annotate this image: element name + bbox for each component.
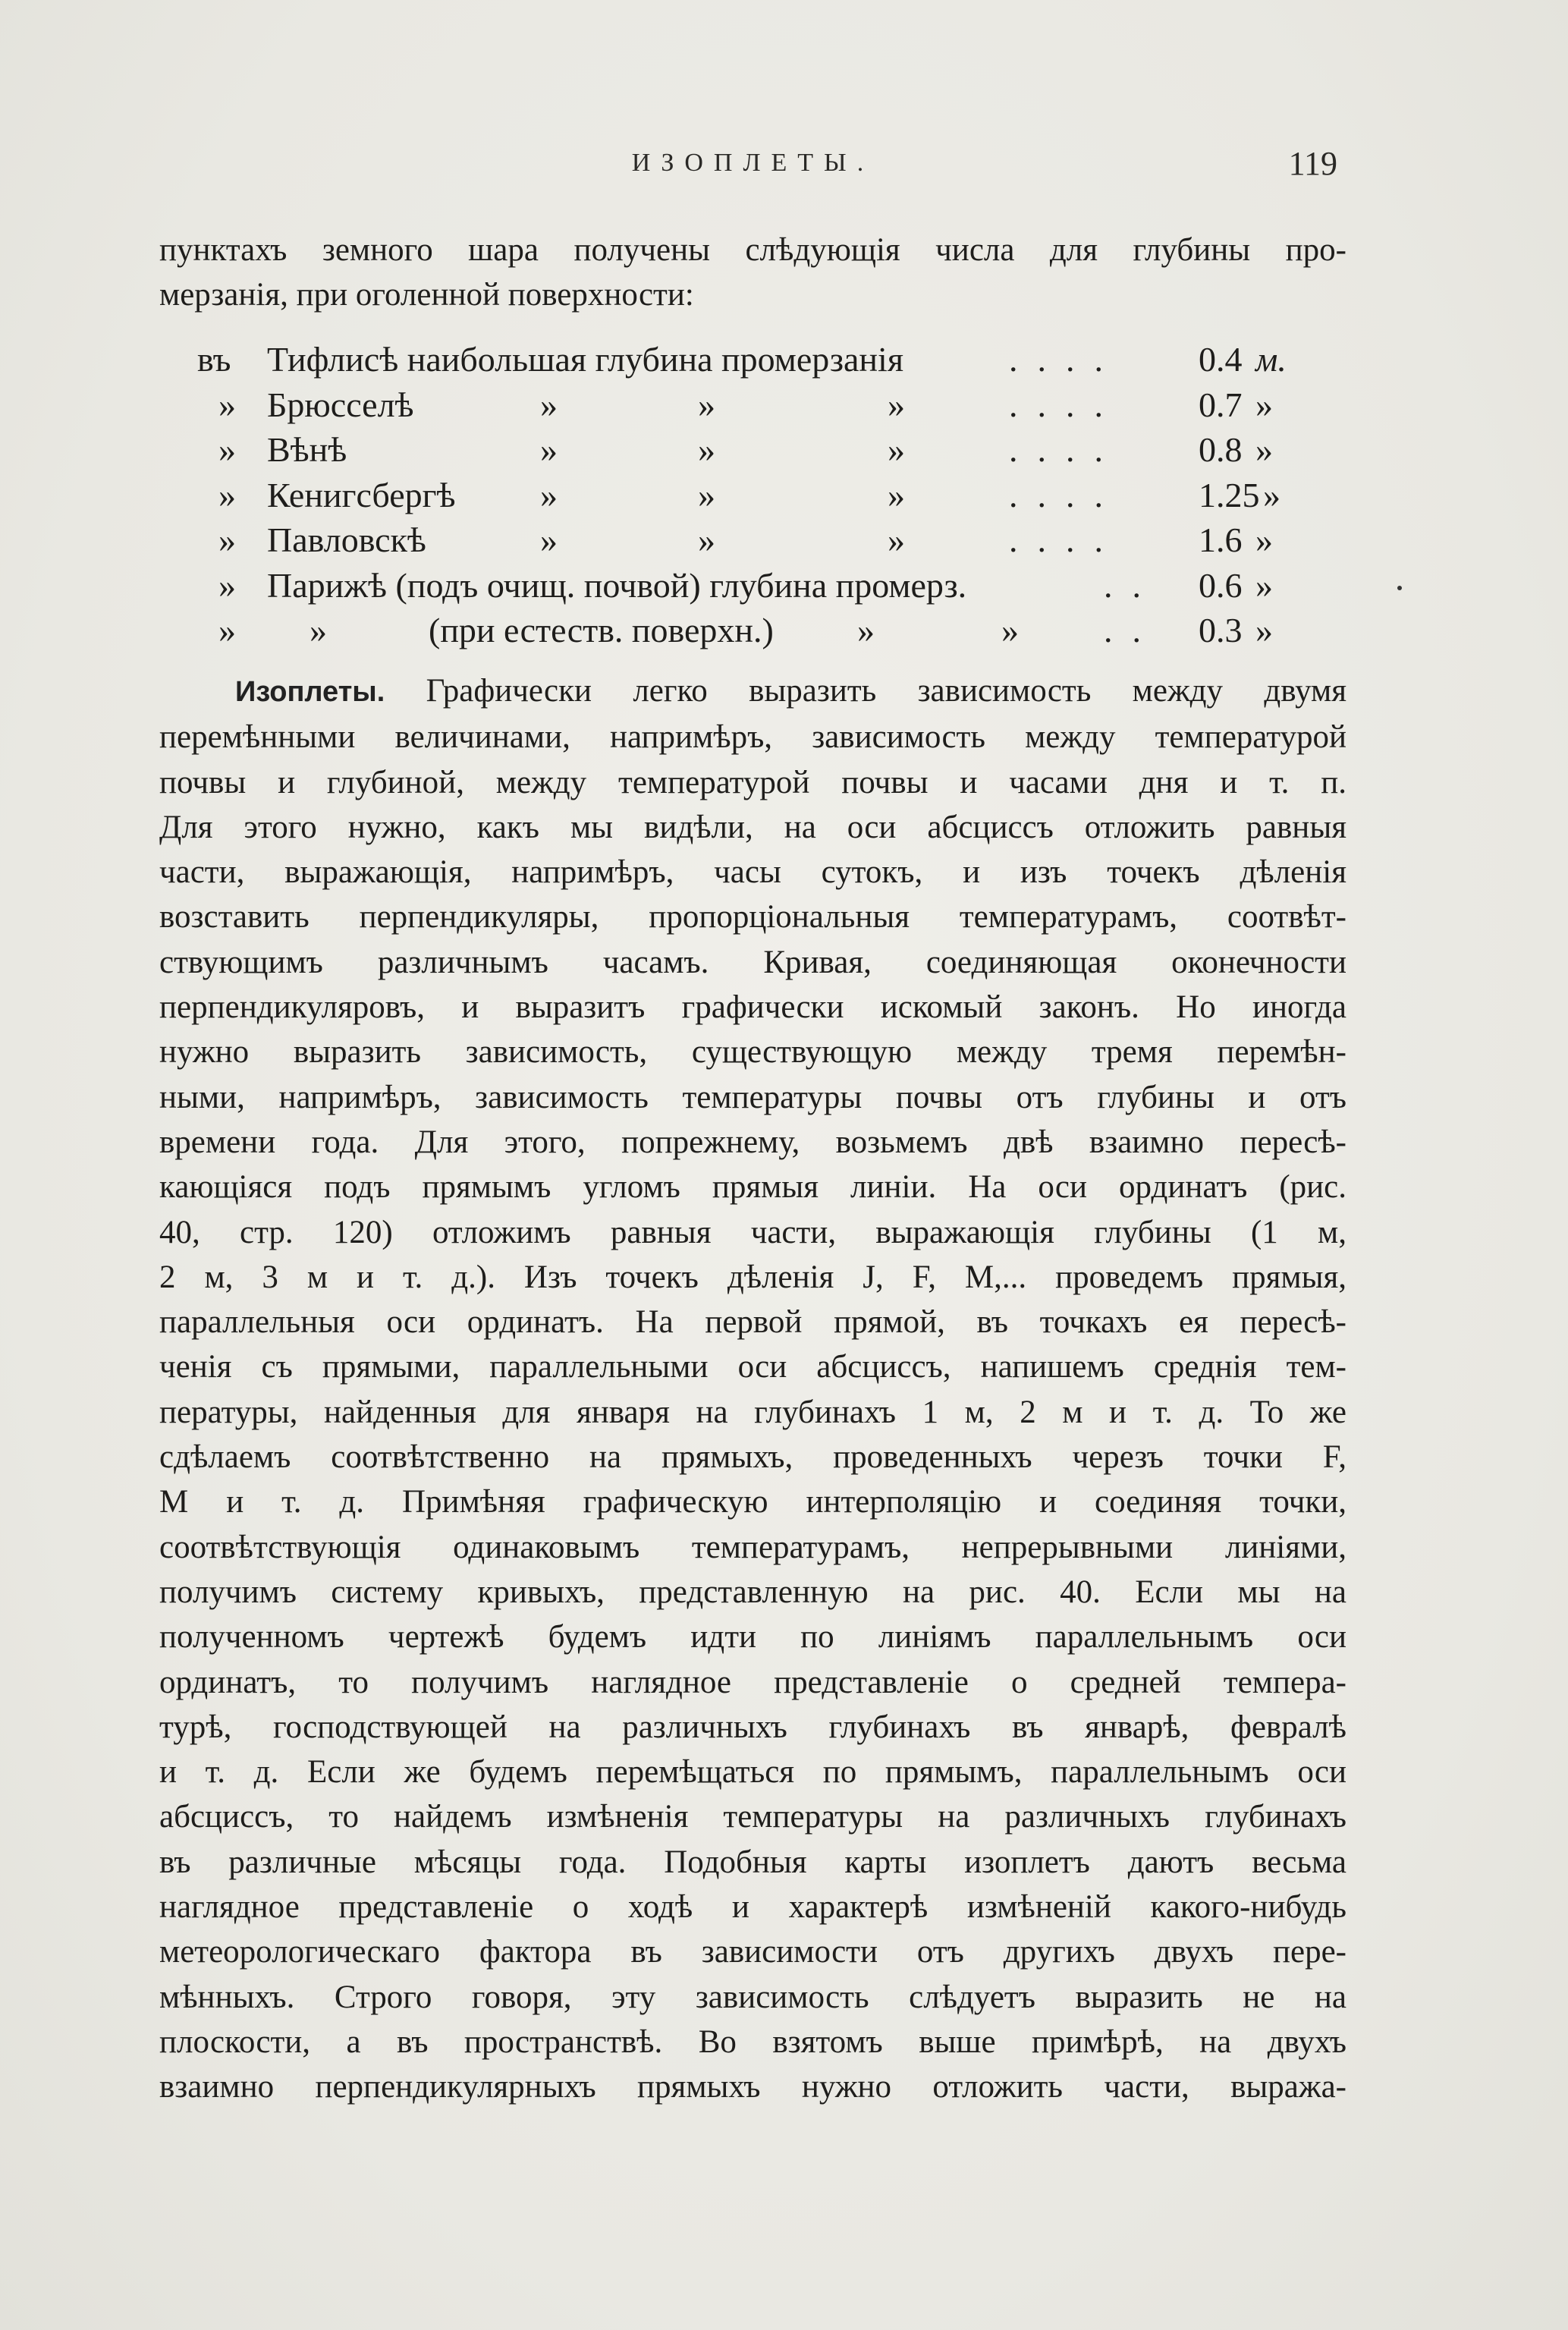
ditto-mark: » (540, 430, 558, 469)
ditto-mark: » (540, 475, 558, 514)
table-row (197, 337, 1290, 382)
text-line: пунктахъ земного шара получены слѣдующія числа для глубины про- (159, 232, 1346, 268)
ditto-mark: » (540, 385, 558, 424)
row-leader-dots: .. (1104, 565, 1161, 605)
row-leader-dots: .... (1009, 430, 1123, 469)
ditto-mark: » (698, 520, 715, 559)
text-line: перпендикуляровъ, и выразитъ графически искомый законъ. Но иногда (159, 989, 1346, 1026)
intro-paragraph (159, 228, 1346, 318)
ditto-mark: » (540, 520, 558, 559)
table-row (197, 608, 1290, 653)
text-line: сдѣлаемъ соотвѣтственно на прямыхъ, проведенныхъ черезъ точки F, (159, 1439, 1346, 1476)
isopleths-paragraph (159, 668, 1346, 2110)
ditto-mark: » (698, 430, 715, 469)
row-prefix: » (218, 611, 236, 649)
row-value: 0.7 (1199, 385, 1243, 424)
row-place: Брюсселѣ (267, 385, 414, 424)
text-line-rest: Графически легко выразить зависимость между двумя (426, 673, 1346, 709)
page-number: 119 (1288, 145, 1337, 182)
text-line: плоскости, а въ пространствѣ. Во взятомъ выше примѣрѣ, на двухъ (159, 2023, 1346, 2060)
text-line (159, 668, 1346, 715)
row-unit: » (1255, 430, 1273, 469)
row-place: Кенигсбергѣ (267, 475, 456, 514)
ditto-mark: » (888, 430, 905, 469)
text-line: возставить перпендикуляры, пропорціональныя температурамъ, соотвѣт- (159, 899, 1346, 935)
row-place: Вѣнѣ (267, 430, 347, 469)
row-value: 0.8 (1199, 430, 1243, 469)
row-unit: » (1255, 611, 1273, 649)
text-line: ченія съ прямыми, параллельными оси абсциссъ, напишемъ среднія тем- (159, 1349, 1346, 1385)
running-title: ИЗОПЛЕТЫ. (631, 149, 875, 177)
text-line: 2 м, 3 м и т. д.). Изъ точекъ дѣленія J, F, M,... проведемъ прямыя, (159, 1259, 1346, 1295)
text-line: полученномъ чертежѣ будемъ идти по линіямъ параллельнымъ оси (159, 1619, 1346, 1656)
row-value: 0.4 (1199, 340, 1243, 379)
ditto-mark: » (888, 385, 905, 424)
table-row (197, 473, 1290, 518)
ditto-mark: » (698, 475, 715, 514)
text-line: наглядное представленіе о ходѣ и характерѣ измѣненій какого-нибудь (159, 1889, 1346, 1926)
text-line: взаимно перпендикулярныхъ прямыхъ нужно отложить части, выража- (159, 2069, 1346, 2105)
row-value: 1.25 (1199, 475, 1260, 514)
text-line: Для этого нужно, какъ мы видѣли, на оси абсциссъ отложить равныя (159, 809, 1346, 845)
row-unit: м. (1255, 340, 1287, 379)
text-line: турѣ, господствующей на различныхъ глубинахъ въ январѣ, февралѣ (159, 1709, 1346, 1745)
table-row (197, 563, 1290, 608)
row-place: Парижѣ (подъ очищ. почвой) глубина промерз. (267, 565, 967, 605)
row-place-note: (при естеств. поверхн.) (429, 611, 774, 649)
text-line: перемѣнными величинами, напримѣръ, зависимость между температурой (159, 719, 1346, 756)
text-line: въ различные мѣсяцы года. Подобныя карты изоплетъ даютъ весьма (159, 1844, 1346, 1880)
row-leader-dots: .. (1104, 611, 1161, 649)
row-prefix: » (218, 520, 236, 559)
ditto-mark: » (1001, 611, 1019, 649)
section-heading: Изоплеты. (235, 676, 385, 708)
row-unit: » (1255, 385, 1273, 424)
row-value: 0.6 (1199, 565, 1243, 605)
row-unit: » (1255, 520, 1273, 559)
ditto-mark: » (310, 611, 327, 649)
text-line: части, выражающія, напримѣръ, часы сутокъ, и изъ точекъ дѣленія (159, 854, 1346, 891)
text-line: нужно выразить зависимость, существующую между тремя перемѣн- (159, 1034, 1346, 1071)
row-prefix: » (218, 430, 236, 469)
text-line: соотвѣтствующія одинаковымъ температурамъ, непрерывными линіями, (159, 1529, 1346, 1565)
text-line: ными, напримѣръ, зависимость температуры почвы отъ глубины и отъ (159, 1079, 1346, 1115)
text-line: абсциссъ, то найдемъ измѣненія температуры на различныхъ глубинахъ (159, 1799, 1346, 1835)
row-leader-dots: .... (1009, 385, 1123, 424)
table-row (197, 427, 1290, 473)
row-prefix: въ (197, 340, 231, 379)
page-header (159, 145, 1346, 194)
ditto-mark: » (888, 520, 905, 559)
text-line: ствующимъ различнымъ часамъ. Кривая, соединяющая оконечности (159, 944, 1346, 980)
text-line: 40, стр. 120) отложимъ равныя части, выражающія глубины (1 м, (159, 1214, 1346, 1250)
ditto-mark: » (698, 385, 715, 424)
table-row (197, 382, 1290, 428)
print-speck (1397, 586, 1402, 590)
row-leader-dots: .... (1009, 475, 1123, 514)
row-leader-dots: .... (1009, 340, 1123, 379)
text-line: метеорологическаго фактора въ зависимости отъ другихъ двухъ пере- (159, 1934, 1346, 1970)
row-prefix: » (218, 475, 236, 514)
text-line: почвы и глубиной, между температурой почвы и часами дня и т. п. (159, 764, 1346, 800)
row-value: 1.6 (1199, 520, 1243, 559)
text-line: M и т. д. Примѣняя графическую интерполяцію и соединяя точки, (159, 1484, 1346, 1520)
text-line: ординатъ, то получимъ наглядное представленіе о средней темпера- (159, 1664, 1346, 1700)
row-prefix: » (218, 565, 236, 605)
ditto-mark: » (857, 611, 875, 649)
frost-depth-table (197, 337, 1290, 653)
table-row (197, 517, 1290, 563)
ditto-mark: » (888, 475, 905, 514)
row-unit: » (1255, 565, 1273, 605)
text-line: параллельныя оси ординатъ. На первой прямой, въ точкахъ ея пересѣ- (159, 1304, 1346, 1341)
text-line: мѣнныхъ. Строго говоря, эту зависимость слѣдуетъ выразить не на (159, 1979, 1346, 2015)
text-line: времени года. Для этого, попрежнему, возьмемъ двѣ взаимно пересѣ- (159, 1124, 1346, 1160)
row-unit: » (1263, 475, 1280, 514)
text-line: мерзанія, при оголенной поверхности: (159, 277, 694, 313)
text-line: кающіяся подъ прямымъ угломъ прямыя линіи. На оси ординатъ (рис. (159, 1169, 1346, 1206)
text-line: пературы, найденныя для января на глубинахъ 1 м, 2 м и т. д. То же (159, 1394, 1346, 1430)
text-line: получимъ систему кривыхъ, представленную на рис. 40. Если мы на (159, 1574, 1346, 1610)
row-prefix: » (218, 385, 236, 424)
row-leader-dots: .... (1009, 520, 1123, 559)
row-place: Тифлисѣ наибольшая глубина промерзанія (267, 340, 903, 379)
row-place: Павловскѣ (267, 520, 426, 559)
text-line: и т. д. Если же будемъ перемѣщаться по прямымъ, параллельнымъ оси (159, 1754, 1346, 1791)
row-value: 0.3 (1199, 611, 1243, 649)
